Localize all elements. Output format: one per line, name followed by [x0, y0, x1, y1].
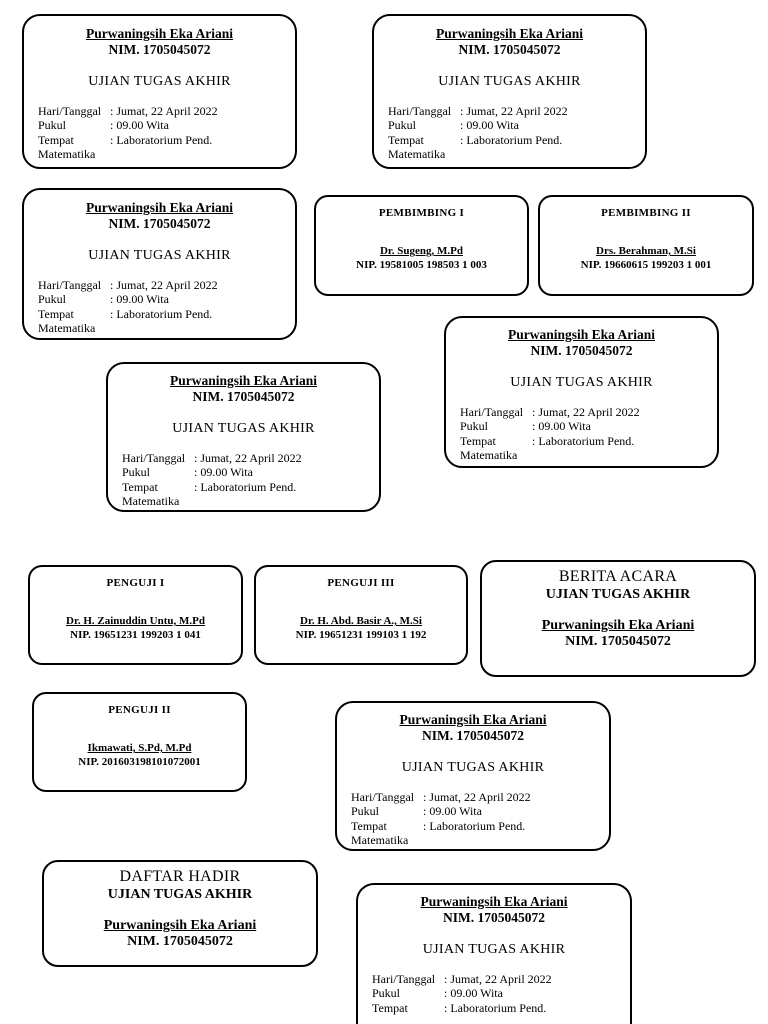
- label-date: Hari/Tanggal: [38, 104, 102, 118]
- examiner-name: Dr. H. Abd. Basir A., M.Si: [300, 615, 422, 627]
- label-date: Hari/Tanggal: [372, 972, 436, 986]
- student-name: Purwaningsih Eka Ariani: [541, 618, 695, 633]
- value-time: : 09.00 Wita: [194, 465, 253, 480]
- student-name: Purwaningsih Eka Ariani: [169, 373, 318, 388]
- student-nim: NIM. 1705045072: [127, 934, 233, 949]
- exam-info: [351, 790, 609, 847]
- place-continuation: Matematika: [38, 146, 96, 161]
- student-name: Purwaningsih Eka Ariani: [435, 26, 584, 41]
- student-name: Purwaningsih Eka Ariani: [399, 712, 547, 727]
- label-time: Pukul: [388, 118, 417, 133]
- exam-title: UJIAN TUGAS AKHIR: [438, 74, 581, 89]
- exam-card-5: [106, 362, 381, 512]
- daftar-hadir-subtitle: UJIAN TUGAS AKHIR: [107, 887, 253, 902]
- examiner-nip: NIP. 201603198101072001: [78, 756, 201, 768]
- label-time: Pukul: [460, 419, 489, 434]
- label-place: Tempat: [372, 1000, 408, 1015]
- place-continuation: Matematika: [122, 493, 180, 508]
- label-time: Pukul: [351, 804, 380, 819]
- place-continuation: Matematika: [460, 447, 518, 462]
- value-date: : Jumat, 22 April 2022: [444, 972, 552, 986]
- label-time: Pukul: [38, 118, 67, 133]
- penguji-1-card: [28, 565, 243, 665]
- value-date: : Jumat, 22 April 2022: [110, 278, 218, 292]
- exam-title: UJIAN TUGAS AKHIR: [88, 74, 231, 89]
- student-name: Purwaningsih Eka Ariani: [103, 918, 257, 933]
- value-date: : Jumat, 22 April 2022: [423, 790, 531, 804]
- student-name: Purwaningsih Eka Ariani: [507, 327, 656, 342]
- exam-card-3: [22, 188, 297, 340]
- student-nim: NIM. 1705045072: [443, 910, 545, 925]
- value-date: : Jumat, 22 April 2022: [110, 104, 218, 118]
- penguji-2-card: [32, 692, 247, 792]
- role-heading: PEMBIMBING II: [601, 207, 691, 219]
- student-nim: NIM. 1705045072: [565, 634, 671, 649]
- label-place: Tempat: [122, 479, 158, 494]
- exam-title: UJIAN TUGAS AKHIR: [422, 942, 566, 957]
- exam-title: UJIAN TUGAS AKHIR: [510, 375, 653, 390]
- examiner-name: Ikmawati, S.Pd, M.Pd: [87, 742, 192, 754]
- student-name: Purwaningsih Eka Ariani: [420, 894, 568, 909]
- label-time: Pukul: [372, 986, 401, 1001]
- student-nim: NIM. 1705045072: [458, 42, 561, 57]
- label-place: Tempat: [38, 306, 74, 321]
- student-name: Purwaningsih Eka Ariani: [85, 26, 234, 41]
- exam-info: [372, 972, 630, 1015]
- role-heading: PENGUJI II: [108, 704, 171, 716]
- student-nim: NIM. 1705045072: [192, 389, 295, 404]
- exam-card-7: [356, 883, 632, 1024]
- exam-info: [388, 104, 645, 161]
- value-date: : Jumat, 22 April 2022: [460, 104, 568, 118]
- exam-info: [122, 451, 379, 508]
- exam-info: [460, 405, 717, 462]
- advisor-nip: NIP. 19660615 199203 1 001: [580, 259, 712, 271]
- advisor-name: Drs. Berahman, M.Si: [596, 245, 696, 257]
- value-place: : Laboratorium Pend.: [110, 306, 213, 321]
- exam-title: UJIAN TUGAS AKHIR: [172, 421, 315, 436]
- exam-title: UJIAN TUGAS AKHIR: [88, 248, 231, 263]
- value-place: : Laboratorium Pend.: [532, 433, 635, 448]
- exam-title: UJIAN TUGAS AKHIR: [401, 760, 545, 775]
- pembimbing-2-card: [538, 195, 754, 296]
- place-continuation: Matematika: [38, 320, 96, 335]
- place-continuation: Matematika: [388, 146, 446, 161]
- exam-card-6: [335, 701, 611, 851]
- exam-card-1: [22, 14, 297, 169]
- student-nim: NIM. 1705045072: [108, 216, 211, 231]
- label-date: Hari/Tanggal: [38, 278, 102, 292]
- student-name: Purwaningsih Eka Ariani: [85, 200, 234, 215]
- role-heading: PEMBIMBING I: [378, 207, 465, 219]
- berita-acara-card: [480, 560, 756, 677]
- pembimbing-1-card: [314, 195, 529, 296]
- role-heading: PENGUJI I: [106, 577, 165, 589]
- value-time: : 09.00 Wita: [110, 118, 169, 133]
- examiner-nip: NIP. 19651231 199203 1 041: [70, 629, 201, 641]
- student-nim: NIM. 1705045072: [108, 42, 211, 57]
- student-nim: NIM. 1705045072: [422, 728, 524, 743]
- penguji-3-card: [254, 565, 468, 665]
- student-nim: NIM. 1705045072: [530, 343, 633, 358]
- label-time: Pukul: [122, 465, 151, 480]
- label-date: Hari/Tanggal: [122, 451, 186, 465]
- place-continuation: Matematika: [351, 832, 409, 847]
- label-date: Hari/Tanggal: [460, 405, 524, 419]
- value-place: : Laboratorium Pend.: [423, 818, 526, 833]
- label-date: Hari/Tanggal: [351, 790, 415, 804]
- value-time: : 09.00 Wita: [532, 419, 591, 434]
- examiner-nip: NIP. 19651231 199103 1 192: [295, 629, 427, 641]
- label-place: Tempat: [388, 132, 424, 147]
- value-place: : Laboratorium Pend.: [444, 1000, 547, 1015]
- value-place: : Laboratorium Pend.: [110, 132, 213, 147]
- label-place: Tempat: [351, 818, 387, 833]
- daftar-hadir-heading: DAFTAR HADIR: [119, 868, 241, 885]
- label-time: Pukul: [38, 292, 67, 307]
- exam-info: [38, 278, 295, 335]
- exam-info: [38, 104, 295, 161]
- value-date: : Jumat, 22 April 2022: [194, 451, 302, 465]
- value-time: : 09.00 Wita: [460, 118, 519, 133]
- exam-card-4: [444, 316, 719, 468]
- value-place: : Laboratorium Pend.: [194, 479, 297, 494]
- berita-acara-heading: BERITA ACARA: [558, 568, 678, 585]
- advisor-nip: NIP. 19581005 198503 1 003: [356, 259, 487, 271]
- role-heading: PENGUJI III: [327, 577, 395, 589]
- label-place: Tempat: [38, 132, 74, 147]
- berita-acara-subtitle: UJIAN TUGAS AKHIR: [545, 587, 691, 602]
- value-time: : 09.00 Wita: [444, 986, 503, 1001]
- value-time: : 09.00 Wita: [110, 292, 169, 307]
- examiner-name: Dr. H. Zainuddin Untu, M.Pd: [66, 615, 205, 627]
- daftar-hadir-card: [42, 860, 318, 967]
- label-date: Hari/Tanggal: [388, 104, 452, 118]
- value-time: : 09.00 Wita: [423, 804, 482, 819]
- exam-card-2: [372, 14, 647, 169]
- value-date: : Jumat, 22 April 2022: [532, 405, 640, 419]
- label-place: Tempat: [460, 433, 496, 448]
- value-place: : Laboratorium Pend.: [460, 132, 563, 147]
- advisor-name: Dr. Sugeng, M.Pd: [379, 245, 464, 257]
